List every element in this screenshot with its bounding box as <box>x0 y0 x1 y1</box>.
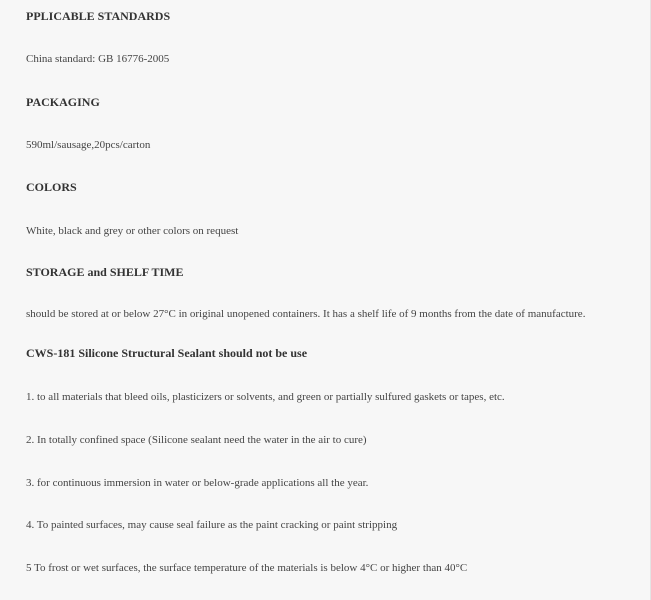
packaging-heading: PACKAGING <box>26 95 100 109</box>
restriction-item: 4. To painted surfaces, may cause seal failure as the paint cracking or paint stripping <box>26 519 398 531</box>
restriction-item: 3. for continuous immersion in water or below-grade applications all the year. <box>26 477 369 489</box>
restriction-item: 5 To frost or wet surfaces, the surface temperature of the materials is below 4°C or higher than 40°C <box>26 562 468 574</box>
storage-heading: STORAGE and SHELF TIME <box>26 265 184 279</box>
restrictions-heading: CWS-181 Silicone Structural Sealant should not be use <box>26 346 308 360</box>
storage-text: should be stored at or below 27°C in original unopened containers. It has a shelf life of 9 months from the date of manufacture. <box>26 308 586 320</box>
restriction-item: 2. In totally confined space (Silicone sealant need the water in the air to cure) <box>26 434 367 446</box>
restriction-item: 1. to all materials that bleed oils, plasticizers or solvents, and green or partially sulfured gaskets or tapes, etc. <box>26 391 505 403</box>
packaging-text: 590ml/sausage,20pcs/carton <box>26 139 151 151</box>
standards-heading: PPLICABLE STANDARDS <box>26 9 171 23</box>
standards-text: China standard: GB 16776-2005 <box>26 53 170 65</box>
colors-text: White, black and grey or other colors on request <box>26 225 239 237</box>
colors-heading: COLORS <box>26 180 77 194</box>
